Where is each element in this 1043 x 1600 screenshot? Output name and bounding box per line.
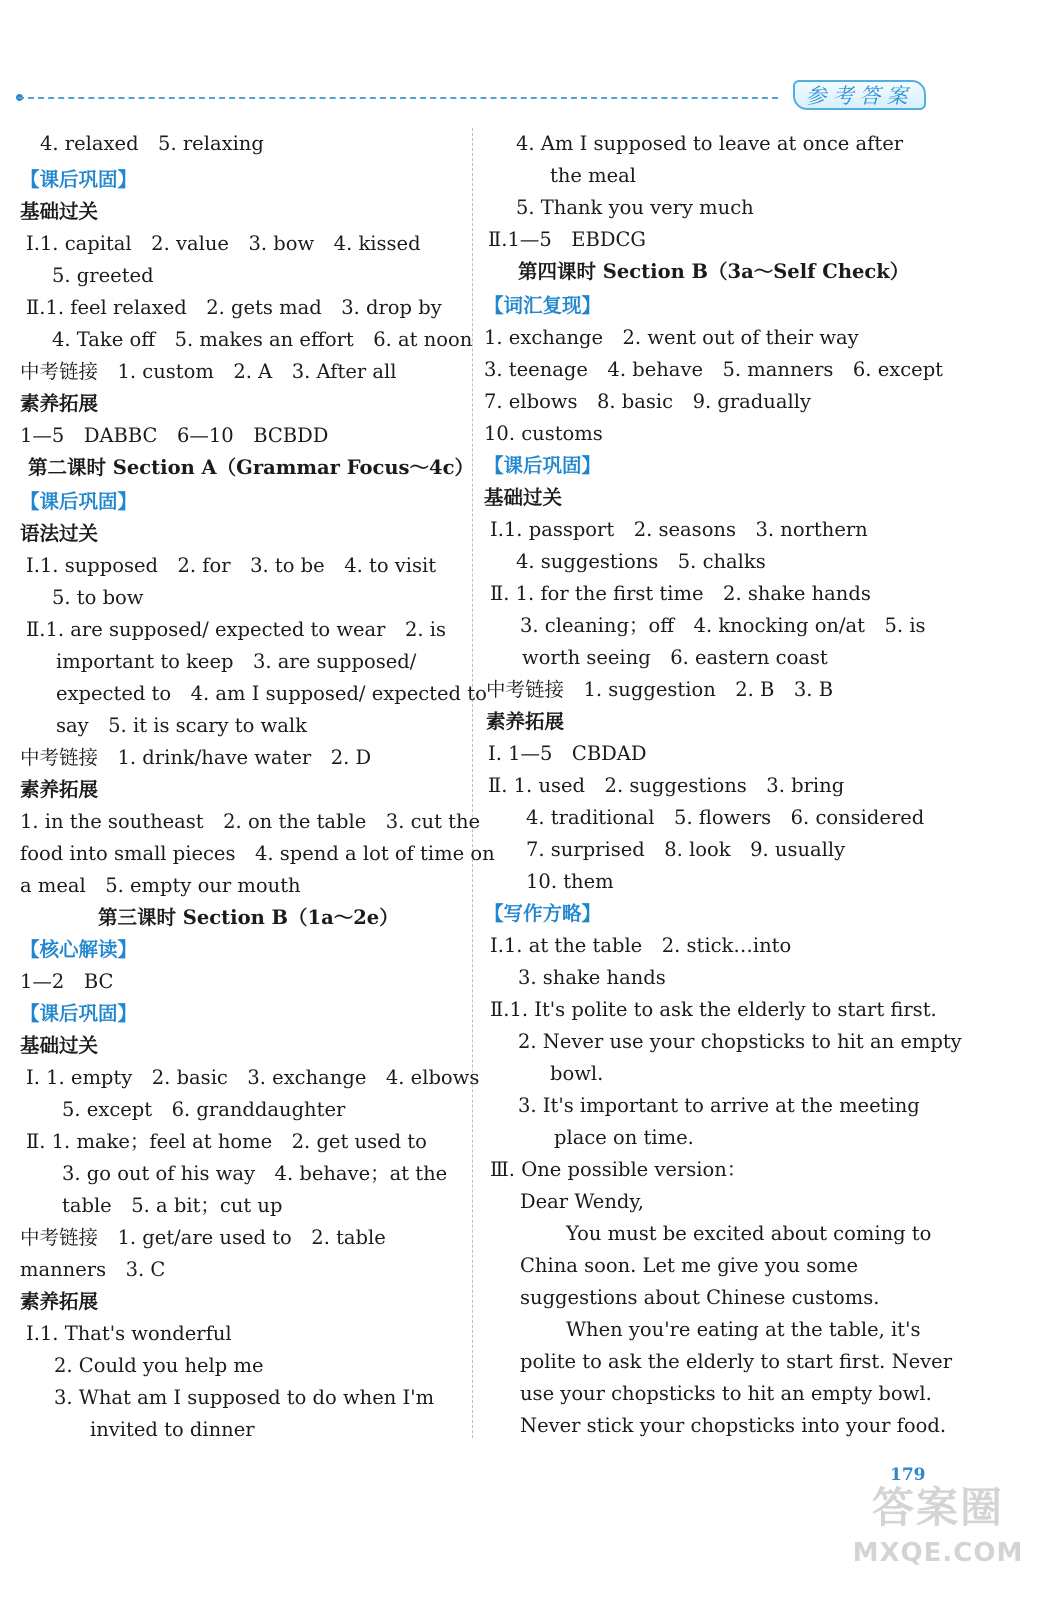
text-line: 5. Thank you very much xyxy=(516,196,754,219)
subheading: 基础过关 xyxy=(20,1034,99,1057)
text-line: Ⅱ. 1. for the first time 2. shake hands xyxy=(490,582,871,605)
text-line: 4. Am I supposed to leave at once after xyxy=(516,132,904,155)
text-line: Ⅱ.1. feel relaxed 2. gets mad 3. drop by xyxy=(26,296,442,319)
text-line: food into small pieces 4. spend a lot of time on xyxy=(20,842,495,865)
text-line: place on time. xyxy=(554,1126,694,1149)
text-line: 10. customs xyxy=(484,422,603,445)
text-line: polite to ask the elderly to start first. Never xyxy=(520,1350,953,1373)
text-line: When you're eating at the table, it's xyxy=(566,1318,921,1341)
text-line: Ⅱ. 1. make；feel at home 2. get used to xyxy=(26,1130,427,1153)
text-line: 3. It's important to arrive at the meeting xyxy=(518,1094,920,1117)
text-line: Ⅰ.1. passport 2. seasons 3. northern xyxy=(490,518,868,541)
text-line: the meal xyxy=(550,164,637,187)
lesson-heading: 第四课时 Section B（3a～Self Check） xyxy=(518,260,910,283)
text-line: You must be excited about coming to xyxy=(566,1222,932,1245)
section-tag: 【词汇复现】 xyxy=(484,294,602,317)
section-tag: 【核心解读】 xyxy=(20,938,138,961)
text-line: Ⅰ.1. supposed 2. for 3. to be 4. to visit xyxy=(26,554,437,577)
answer-key-badge: 参考答案 xyxy=(793,80,926,110)
text-line: 4. traditional 5. flowers 6. considered xyxy=(526,806,925,829)
watermark-domain: MXQE.COM xyxy=(852,1538,1024,1568)
text-line: 4. Take off 5. makes an effort 6. at noon xyxy=(52,328,473,351)
text-line: suggestions about Chinese customs. xyxy=(520,1286,880,1309)
text-line: 中考链接 1. get/are used to 2. table xyxy=(20,1226,386,1249)
text-line: table 5. a bit；cut up xyxy=(62,1194,283,1217)
text-line: 1—2 BC xyxy=(20,970,114,993)
text-line: Ⅱ.1. It's polite to ask the elderly to start first. xyxy=(490,998,937,1021)
text-line: Ⅰ.1. That's wonderful xyxy=(26,1322,232,1345)
subheading: 素养拓展 xyxy=(20,1290,99,1313)
watermark-logo xyxy=(848,1480,1028,1590)
text-line: use your chopsticks to hit an empty bowl. xyxy=(520,1382,932,1405)
header-divider xyxy=(18,97,778,99)
page-number: 179 xyxy=(890,1465,926,1485)
section-tag: 【课后巩固】 xyxy=(484,454,602,477)
section-tag: 【课后巩固】 xyxy=(20,490,138,513)
text-line: 7. surprised 8. look 9. usually xyxy=(526,838,846,861)
lesson-heading: 第二课时 Section A（Grammar Focus～4c） xyxy=(28,456,474,479)
lesson-heading: 第三课时 Section B（1a～2e） xyxy=(98,906,399,929)
text-line: Ⅱ.1. are supposed/ expected to wear 2. is xyxy=(26,618,447,641)
text-line: invited to dinner xyxy=(90,1418,255,1441)
text-line: worth seeing 6. eastern coast xyxy=(522,646,828,669)
text-line: a meal 5. empty our mouth xyxy=(20,874,301,897)
text-line: Ⅰ. 1. empty 2. basic 3. exchange 4. elbows xyxy=(26,1066,480,1089)
text-line: 5. except 6. granddaughter xyxy=(62,1098,346,1121)
text-line: 3. go out of his way 4. behave；at the xyxy=(62,1162,448,1185)
text-line: say 5. it is scary to walk xyxy=(56,714,307,737)
text-line: 2. Could you help me xyxy=(54,1354,264,1377)
text-line: 2. Never use your chopsticks to hit an empty xyxy=(518,1030,962,1053)
text-line: 1. exchange 2. went out of their way xyxy=(484,326,859,349)
text-line: 1—5 DABBC 6—10 BCBDD xyxy=(20,424,329,447)
subheading: 基础过关 xyxy=(20,200,99,223)
subheading: 素养拓展 xyxy=(20,778,99,801)
text-line: bowl. xyxy=(550,1062,604,1085)
text-line: 3. teenage 4. behave 5. manners 6. except xyxy=(484,358,944,381)
text-line: 中考链接 1. drink/have water 2. D xyxy=(20,746,372,769)
text-line: 1. in the southeast 2. on the table 3. cut the xyxy=(20,810,481,833)
text-line: 5. to bow xyxy=(52,586,144,609)
text-line: 7. elbows 8. basic 9. gradually xyxy=(484,390,811,413)
text-line: 3. shake hands xyxy=(518,966,666,989)
text-line: 3. What am I supposed to do when I'm xyxy=(54,1386,435,1409)
text-line: 中考链接 1. suggestion 2. B 3. B xyxy=(486,678,834,701)
text-line: Ⅰ.1. capital 2. value 3. bow 4. kissed xyxy=(26,232,421,255)
text-line: 4. suggestions 5. chalks xyxy=(516,550,766,573)
text-line: Ⅱ. 1. used 2. suggestions 3. bring xyxy=(488,774,845,797)
section-tag: 【写作方略】 xyxy=(484,902,602,925)
text-line: 中考链接 1. custom 2. A 3. After all xyxy=(20,360,397,383)
text-line: important to keep 3. are supposed/ xyxy=(56,650,417,673)
text-line: Dear Wendy, xyxy=(520,1190,644,1213)
text-line: China soon. Let me give you some xyxy=(520,1254,859,1277)
text-line: 5. greeted xyxy=(52,264,154,287)
text-line: 4. relaxed 5. relaxing xyxy=(40,132,264,155)
text-line: Ⅲ. One possible version： xyxy=(490,1158,747,1181)
text-line: Ⅱ.1—5 EBDCG xyxy=(488,228,646,251)
subheading: 素养拓展 xyxy=(486,710,565,733)
text-line: 10. them xyxy=(526,870,614,893)
text-line: expected to 4. am I supposed/ expected to xyxy=(56,682,487,705)
text-line: manners 3. C xyxy=(20,1258,166,1281)
text-line: 3. cleaning；off 4. knocking on/at 5. is xyxy=(520,614,926,637)
section-tag: 【课后巩固】 xyxy=(20,1002,138,1025)
text-line: Never stick your chopsticks into your food. xyxy=(520,1414,947,1437)
subheading: 素养拓展 xyxy=(20,392,99,415)
watermark-text: 答案圈 xyxy=(871,1483,1004,1532)
subheading: 基础过关 xyxy=(484,486,563,509)
section-tag: 【课后巩固】 xyxy=(20,168,138,191)
text-line: Ⅰ.1. at the table 2. stick…into xyxy=(490,934,792,957)
text-line: Ⅰ. 1—5 CBDAD xyxy=(488,742,647,765)
subheading: 语法过关 xyxy=(20,522,99,545)
